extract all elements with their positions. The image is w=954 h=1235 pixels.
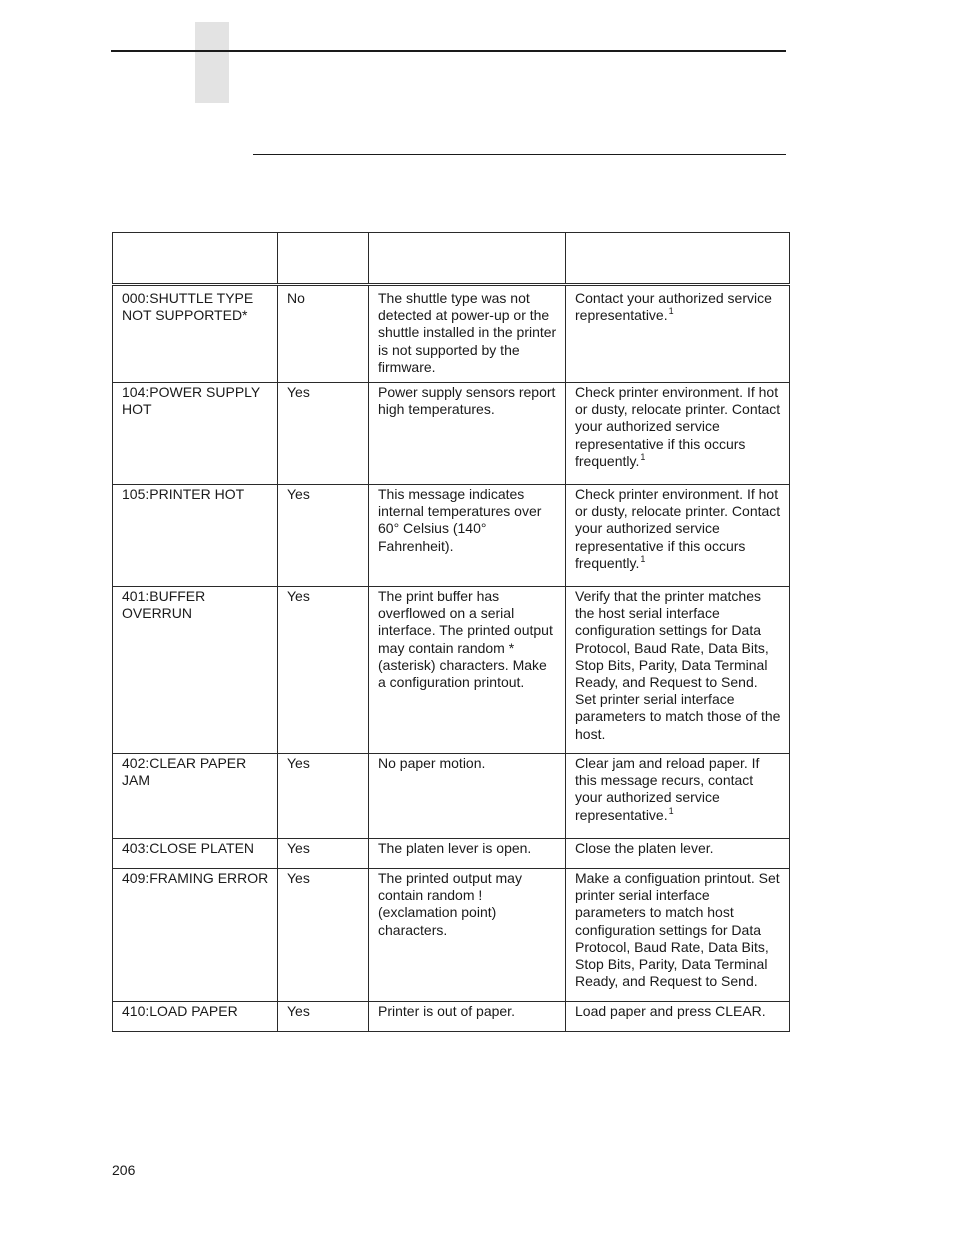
solution-text: Check printer environment. If hot or dusty, relocate printer. Contact your authorized service representative if this occurs frequently. — [575, 384, 781, 469]
clearable-cell: Yes — [278, 869, 369, 1002]
solution-cell — [566, 587, 790, 754]
explanation-cell: The platen lever is open. — [369, 839, 566, 869]
solution-cell — [566, 485, 790, 587]
solution-cell — [566, 869, 790, 1002]
table-row — [113, 1002, 790, 1032]
table-row — [113, 485, 790, 587]
solution-cell — [566, 839, 790, 869]
message-cell: 403:CLOSE PLATEN — [113, 839, 278, 869]
message-cell: 104:POWER SUPPLY HOT — [113, 383, 278, 485]
table-row — [113, 869, 790, 1002]
explanation-cell: The printed output may contain random ! (exclamation point) characters. — [369, 869, 566, 1002]
header-cell-solution — [566, 233, 790, 285]
message-cell: 410:LOAD PAPER — [113, 1002, 278, 1032]
explanation-cell: This message indicates internal temperatures over 60° Celsius (140° Fahrenheit). — [369, 485, 566, 587]
chapter-tab — [195, 22, 229, 103]
header-rule — [111, 50, 786, 52]
solution-cell — [566, 285, 790, 383]
table-row — [113, 383, 790, 485]
explanation-cell: Printer is out of paper. — [369, 1002, 566, 1032]
solution-text: Verify that the printer matches the host serial interface configuration settings for Data Protocol, Baud Rate, Data Bits, Stop Bits, Parity, Data Terminal Ready, and Request to Send. Set printer serial interface parameters to match those of the host. — [575, 588, 781, 742]
footnote-marker: 1 — [668, 306, 674, 317]
clearable-cell: Yes — [278, 1002, 369, 1032]
clearable-cell: Yes — [278, 587, 369, 754]
message-cell: 402:CLEAR PAPER JAM — [113, 754, 278, 839]
header-cell-clearable — [278, 233, 369, 285]
table-row — [113, 587, 790, 754]
solution-text: Load paper and press CLEAR. — [575, 1003, 766, 1020]
error-message-table — [112, 232, 790, 1032]
solution-cell — [566, 1002, 790, 1032]
header-cell-message — [113, 233, 278, 285]
solution-text: Check printer environment. If hot or dusty, relocate printer. Contact your authorized service representative if this occurs frequently. — [575, 486, 781, 571]
message-cell: 401:BUFFER OVERRUN — [113, 587, 278, 754]
footnote-marker: 1 — [640, 451, 646, 462]
table-row — [113, 754, 790, 839]
footnote-marker: 1 — [668, 805, 674, 816]
solution-text: Contact your authorized service representative. — [575, 290, 772, 324]
message-cell: 000:SHUTTLE TYPE NOT SUPPORTED* — [113, 285, 278, 383]
table-header-row — [113, 233, 790, 285]
page-number: 206 — [112, 1162, 136, 1178]
clearable-cell: Yes — [278, 754, 369, 839]
clearable-cell: Yes — [278, 383, 369, 485]
solution-text: Make a configuation printout. Set printer serial interface parameters to match host configuration settings for Data Protocol, Baud Rate, Data Bits, Stop Bits, Parity, Data Terminal Ready, and Request to Send. — [575, 870, 780, 990]
solution-text: Clear jam and reload paper. If this message recurs, contact your authorized service representative. — [575, 755, 760, 823]
message-cell: 105:PRINTER HOT — [113, 485, 278, 587]
explanation-cell: No paper motion. — [369, 754, 566, 839]
clearable-cell: Yes — [278, 485, 369, 587]
solution-cell — [566, 754, 790, 839]
explanation-cell: The shuttle type was not detected at power-up or the shuttle installed in the printer is not supported by the firmware. — [369, 285, 566, 383]
clearable-cell: No — [278, 285, 369, 383]
solution-cell — [566, 383, 790, 485]
header-cell-explanation — [369, 233, 566, 285]
explanation-cell: The print buffer has overflowed on a serial interface. The printed output may contain random * (asterisk) characters. Make a configuration printout. — [369, 587, 566, 754]
section-rule — [253, 154, 786, 155]
explanation-cell: Power supply sensors report high temperatures. — [369, 383, 566, 485]
message-cell: 409:FRAMING ERROR — [113, 869, 278, 1002]
solution-text: Close the platen lever. — [575, 840, 714, 857]
table-row — [113, 285, 790, 383]
table-row — [113, 839, 790, 869]
clearable-cell: Yes — [278, 839, 369, 869]
footnote-marker: 1 — [640, 553, 646, 564]
